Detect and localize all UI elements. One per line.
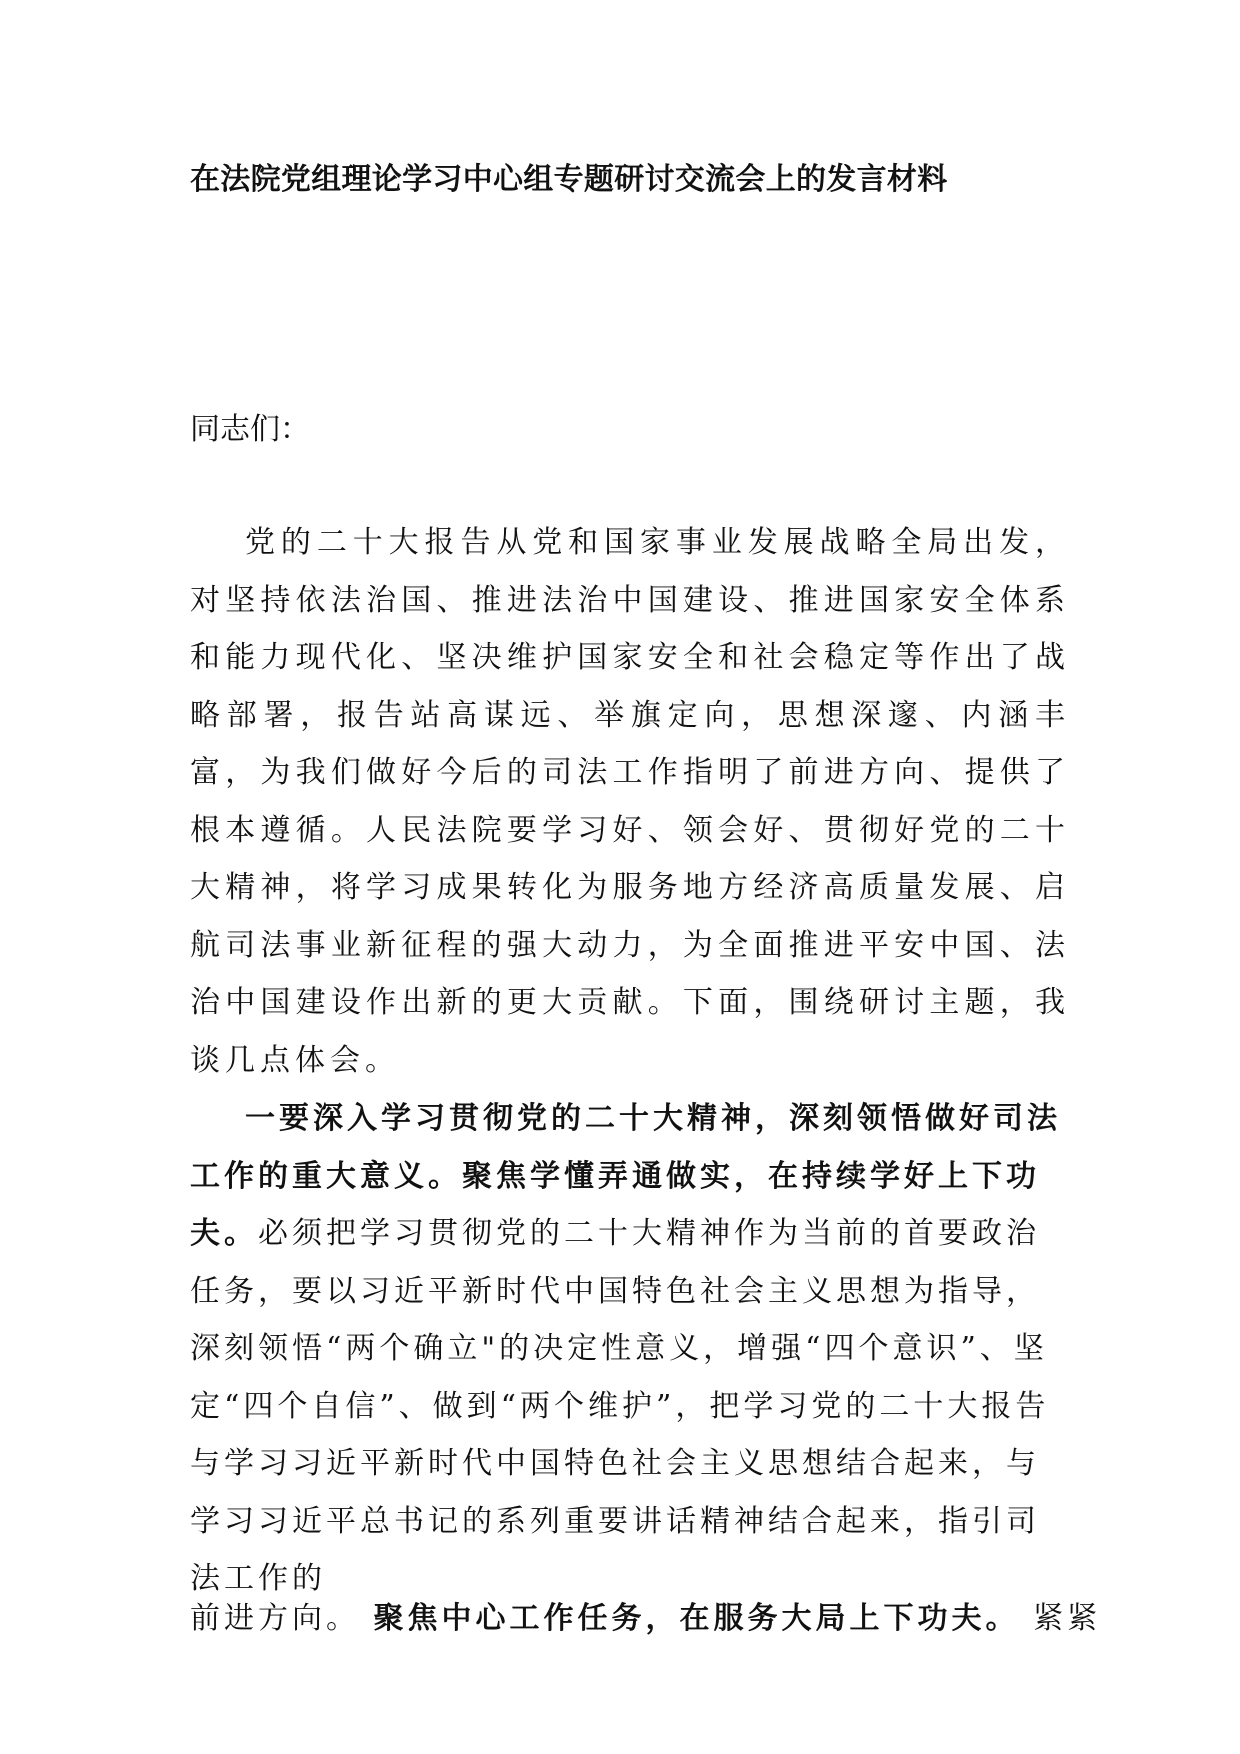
salutation: 同志们： (190, 412, 310, 447)
paragraph-section-1-tail (190, 1590, 1102, 1648)
section-heading: 一要深入学习贯彻党的二十大精神，深刻领悟做好司法工作的重大意义。聚焦学懂弄通做实，在持续学好上下功夫。 (190, 1101, 1061, 1251)
document-title: 在法院党组理论学习中心组专题研讨交流会上的发言材料 (190, 162, 948, 197)
tail-bold-text: 聚焦中心工作任务，在服务大局上下功夫。 (373, 1601, 1020, 1636)
tail-plain-text: 前进方向。 (190, 1601, 360, 1636)
paragraph-intro: 党的二十大报告从党和国家事业发展战略全局出发，对坚持依法治国、推进法治中国建设、推进国家安全体系和能力现代化、坚决维护国家安全和社会稳定等作出了战略部署，报告站高谋远、举旗定向，思想深邃、内涵丰富，为我们做好今后的司法工作指明了前进方向、提供了根本遵循。人民法院要学习好、领会好、贯彻好党的二十大精神，将学习成果转化为服务地方经济高质量发展、启航司法事业新征程的强大动力，为全面推进平安中国、法治中国建设作出新的更大贡献。下面，围绕研讨主题，我谈几点体会。 (190, 525, 1070, 1078)
tail-next-text: 紧紧 (1033, 1601, 1102, 1636)
paragraph-section-1 (190, 1090, 1070, 1608)
section-body: 必须把学习贯彻党的二十大精神作为当前的首要政治任务，要以习近平新时代中国特色社会主义思想为指导，深刻领悟“两个确立"的决定性意义，增强“四个意识”、坚定“四个自信”、做到“两个维护”，把学习党的二十大报告与学习习近平新时代中国特色社会主义思想结合起来，与学习习近平总书记的系列重要讲话精神结合起来，指引司法工作的 (190, 1216, 1050, 1596)
